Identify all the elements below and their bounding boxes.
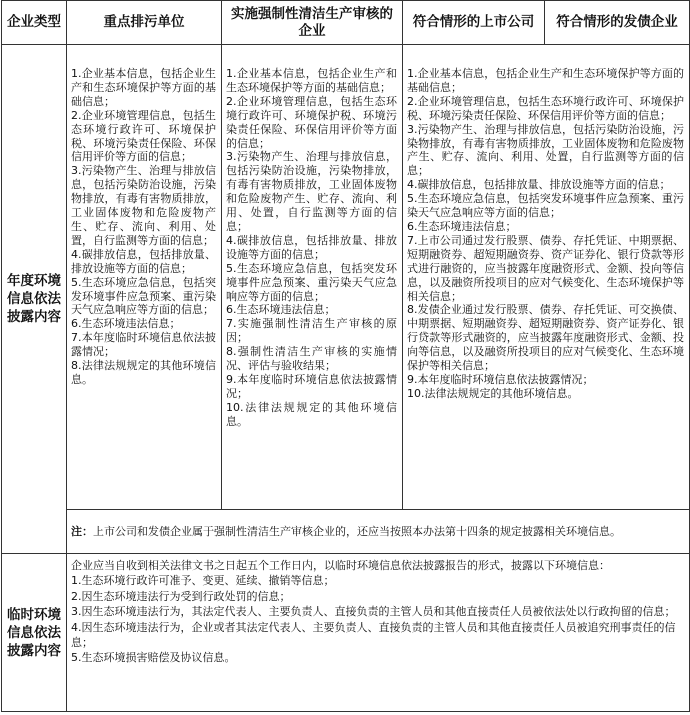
- header-row: [2, 1, 690, 45]
- list-item: 6.生态环境违法信息；: [407, 219, 517, 233]
- list-item: 5.生态环境应急信息，包括突发环境事件应急预案、重污染天气应急响应等方面的信息；: [71, 275, 216, 317]
- header-key-polluter: 重点排污单位: [67, 1, 222, 45]
- list-item: 10.法律法规规定的其他环境信息。: [407, 386, 579, 400]
- list-item: 4.碳排放信息，包括排放量、排放设施等方面的信息；: [407, 178, 671, 192]
- list-item: 8.法律法规规定的其他环境信息。: [71, 359, 216, 386]
- list-item: 3.污染物产生、治理与排放信息，包括污染防治设施，污染物排放，有毒有害物质排放，工业固体废物和危险废物产生、贮存、流向、利用、处置，自行监测等方面的信息；: [407, 122, 684, 178]
- listed-and-bond-content: [403, 45, 690, 510]
- note-label: 注：: [71, 525, 93, 539]
- list-item: 2.企业环境管理信息，包括生态环境行政许可、环境保护税、环境污染责任保险、环保信用评价等方面的信息；: [407, 94, 684, 122]
- list-item: 3.污染物产生、治理与排放信息，包括污染防治设施，污染物排放，有毒有害物质排放，工业固体废物和危险废物产生、贮存、流向、利用、处置，自行监测等方面的信息；: [71, 164, 216, 247]
- list-item: 1.企业基本信息，包括企业生产和生态环境保护等方面的基础信息；: [226, 67, 397, 94]
- annual-note: [67, 510, 690, 554]
- annual-disclosure-label: 年度环境信息依法披露内容: [2, 45, 67, 554]
- list-item: 5.生态环境应急信息，包括突发环境事件应急预案、重污染天气应急响应等方面的信息；: [407, 192, 684, 220]
- list-item: 2.因生态环境违法行为受到行政处罚的信息；: [71, 589, 291, 603]
- clean-production-content: [222, 45, 403, 510]
- list-item: 7.上市公司通过发行股票、债券、存托凭证、中期票据、短期融资券、超短期融资券、资产证券化、银行贷款等形式进行融资的，应当披露年度融资形式、金额、投向等信息，以及融资所投项目的应对气候变化、生态环境保护等相关信息；: [407, 233, 684, 303]
- list-item: 企业应当自收到相关法律文书之日起五个工作日内，以临时环境信息依法披露报告的形式，披露以下环境信息：: [71, 559, 610, 572]
- note-row: [2, 510, 690, 554]
- list-item: 1.生态环境行政许可准予、变更、延续、撤销等信息；: [71, 574, 335, 588]
- disclosure-table: [1, 0, 690, 712]
- list-item: 6.生态环境违法信息；: [71, 317, 181, 331]
- list-item: 9.本年度临时环境信息依法披露情况；: [226, 372, 397, 400]
- list-item: 3.因生态环境违法行为，其法定代表人、主要负责人、直接负责的主管人员和其他直接责任人员被依法处以行政拘留的信息；: [71, 605, 676, 619]
- list-item: 4.因生态环境违法行为，企业或者其法定代表人、主要负责人、直接负责的主管人员和其他直接责任人员被追究刑事责任的信息；: [71, 620, 676, 650]
- list-item: 4.碳排放信息，包括排放量、排放设施等方面的信息；: [71, 247, 216, 275]
- temporary-row: [2, 554, 690, 712]
- header-enterprise-type: 企业类型: [2, 1, 67, 45]
- list-item: 7.实施强制性清洁生产审核的原因；: [226, 317, 397, 345]
- temporary-disclosure-label: 临时环境信息依法披露内容: [2, 554, 67, 712]
- list-item: 8.强制性清洁生产审核的实施情况、评估与验收结果；: [226, 345, 397, 373]
- header-clean-production: 实施强制性清洁生产审核的企业: [222, 1, 403, 45]
- list-item: 2.企业环境管理信息，包括生态环境行政许可、环境保护税、环境污染责任保险、环保信用评价等方面的信息；: [226, 94, 397, 150]
- list-item: 5.生态环境损害赔偿及协议信息。: [71, 651, 236, 665]
- note-text: 上市公司和发债企业属于强制性清洁生产审核企业的，还应当按照本办法第十四条的规定披露相关环境信息。: [93, 525, 621, 539]
- list-item: 1.企业基本信息，包括企业生产和生态环境保护等方面的基础信息；: [71, 67, 216, 108]
- list-item: 5.生态环境应急信息，包括突发环境事件应急预案、重污染天气应急响应等方面的信息；: [226, 261, 397, 303]
- list-item: 3.污染物产生、治理与排放信息，包括污染防治设施，污染物排放，有毒有害物质排放，工业固体废物和危险废物产生、贮存、流向、利用、处置，自行监测等方面的信息；: [226, 150, 397, 233]
- list-item: 4.碳排放信息，包括排放量、排放设施等方面的信息；: [226, 233, 397, 261]
- list-item: 8.发债企业通过发行股票、债券、存托凭证、可交换债、中期票据、短期融资券、超短期融资券、资产证券化、银行贷款等形式融资的，应当披露年度融资形式、金额、投向等信息，以及融资所投项目的应对气候变化、生态环境保护等相关信息；: [407, 303, 684, 373]
- header-listed-company: 符合情形的上市公司: [403, 1, 545, 45]
- annual-row: [2, 45, 690, 510]
- key-polluter-content: [67, 45, 222, 510]
- list-item: 1.企业基本信息，包括企业生产和生态环境保护等方面的基础信息；: [407, 67, 684, 94]
- list-item: 7.本年度临时环境信息依法披露情况；: [71, 331, 216, 359]
- list-item: 2.企业环境管理信息，包括生态环境行政许可、环境保护税、环境污染责任保险、环保信用评价等方面的信息；: [71, 108, 216, 164]
- temporary-content: [67, 554, 690, 712]
- list-item: 6.生态环境违法信息；: [226, 303, 336, 317]
- list-item: 9.本年度临时环境信息依法披露情况；: [407, 372, 594, 386]
- list-item: 10.法律法规规定的其他环境信息。: [226, 400, 397, 428]
- header-bond-issuer: 符合情形的发债企业: [545, 1, 690, 45]
